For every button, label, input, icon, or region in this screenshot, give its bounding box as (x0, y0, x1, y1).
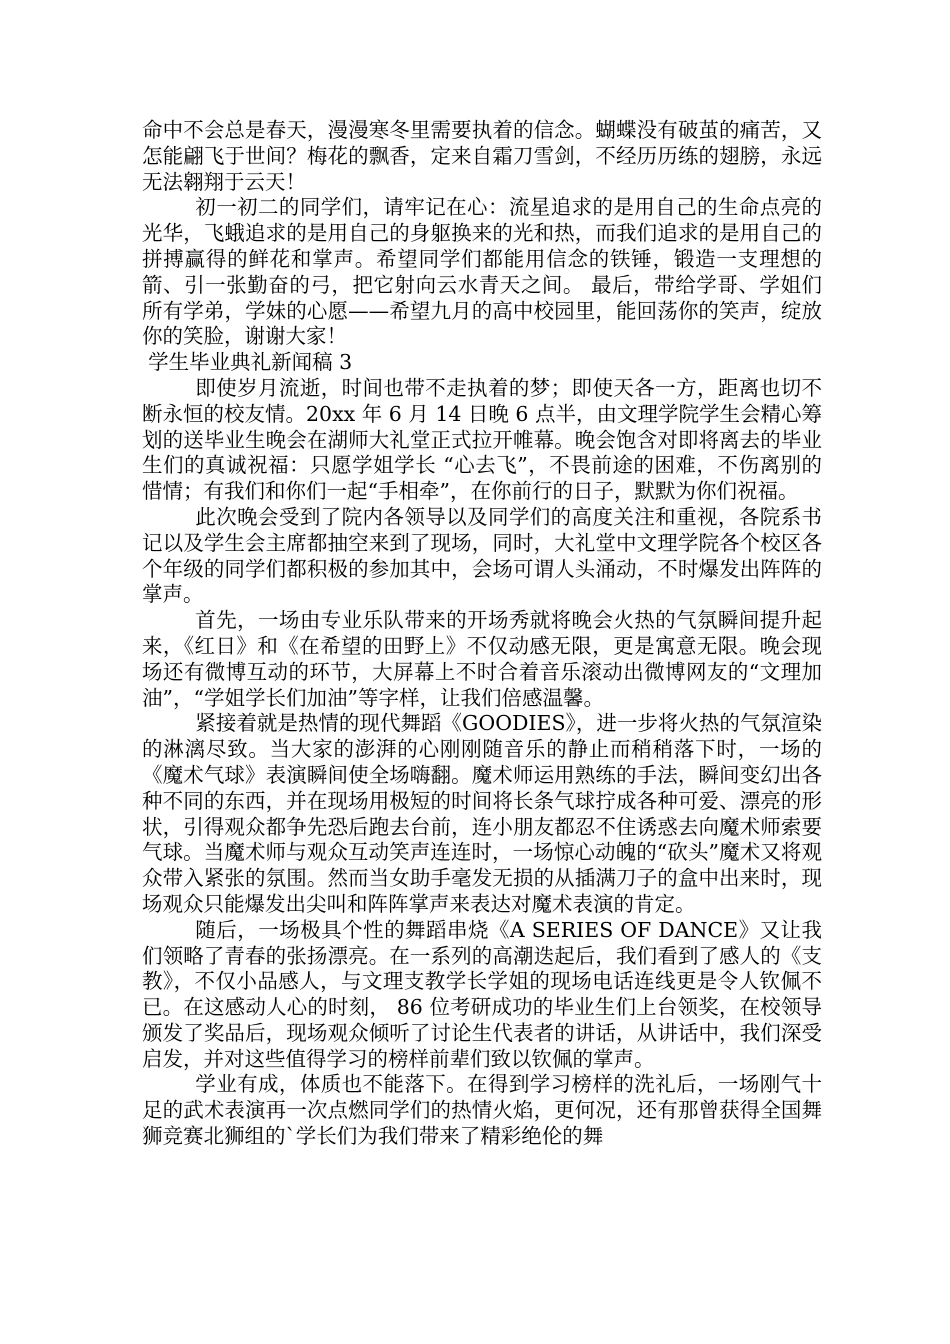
document-page (142, 118, 822, 1150)
paragraph-6: 紧接着就是热情的现代舞蹈《GOODIES》，进一步将火热的气氛渲染的淋漓尽致。当大家的澎湃的心刚刚随音乐的静止而稍稍落下时，一场的《魔术气球》表演瞬间使全场嗨翻。魔术师运用熟练的手法，瞬间变幻出各种不同的东西，并在现场用极短的时间将长条气球拧成各种可爱、漂亮的形状，引得观众都争先恐后跑去台前，连小朋友都忍不住诱惑去向魔术师索要气球。当魔术师与观众互动笑声连连时，一场惊心动魄的“砍头”魔术又将观众带入紧张的氛围。然而当女助手毫发无损的从插满刀子的盒中出来时，现场观众只能爆发出尖叫和阵阵掌声来表达对魔术表演的肯定。 (142, 711, 822, 916)
paragraph-8: 学业有成，体质也不能落下。在得到学习榜样的洗礼后，一场刚气十足的武术表演再一次点燃同学们的热情火焰，更何况，还有那曾获得全国舞狮竞赛北狮组的`学长们为我们带来了精彩绝伦的舞 (142, 1072, 822, 1149)
paragraph-1: 命中不会总是春天，漫漫寒冬里需要执着的信念。蝴蝶没有破茧的痛苦，又怎能翩飞于世间？梅花的飘香，定来自霜刀雪剑，不经历历练的翅膀，永远无法翱翔于云天！ (142, 118, 822, 194)
paragraph-4: 此次晚会受到了院内各领导以及同学们的高度关注和重视，各院系书记以及学生会主席都抽空来到了现场，同时，大礼堂中文理学院各个校区各个年级的同学们都积极的参加其中，会场可谓人头涌动，不时爆发出阵阵的掌声。 (142, 504, 822, 607)
paragraph-5: 首先，一场由专业乐队带来的开场秀就将晚会火热的气氛瞬间提升起来，《红日》和《在希望的田野上》不仅动感无限，更是寓意无限。晚会现场还有微博互动的环节，大屏幕上不时合着音乐滚动出微博网友的“文理加油”，“学姐学长们加油”等字样，让我们倍感温馨。 (142, 608, 822, 710)
paragraph-3: 即使岁月流逝，时间也带不走执着的梦；即使天各一方，距离也切不断永恒的校友情。20xx 年 6 月 14 日晚 6 点半，由文理学院学生会精心筹划的送毕业生晚会在湖师大礼堂正式拉开帷幕。晚会饱含对即将离去的毕业生们的真诚祝福：只愿学姐学长 “心去飞”，不畏前途的困难，不伤离别的惜情；有我们和你们一起“手相牵”，在你前行的日子，默默为你们祝福。 (142, 375, 822, 504)
paragraph-2: 初一初二的同学们，请牢记在心：流星追求的是用自己的生命点亮的光华，飞蛾追求的是用自己的身躯换来的光和热，而我们追求的是用自己的拼搏赢得的鲜花和掌声。希望同学们都能用信念的铁锤，锻造一支理想的箭、引一张勤奋的弓，把它射向云水青天之间。 最后，带给学哥、学姐们所有学弟，学妹的心愿——希望九月的高中校园里，能回荡你的笑声，绽放你的笑脸，谢谢大家！ (142, 195, 822, 349)
section-heading: 学生毕业典礼新闻稿 3 (148, 350, 353, 375)
paragraph-7: 随后，一场极具个性的舞蹈串烧《A SERIES OF DANCE》又让我们领略了青春的张扬漂亮。在一系列的高潮迭起后，我们看到了感人的《支教》，不仅小品感人，与文理支教学长学姐的现场电话连线更是令人钦佩不已。在这感动人心的时刻， 86 位考研成功的毕业生们上台领奖，在校领导颁发了奖品后，现场观众倾听了讨论生代表者的讲话，从讲话中，我们深受启发，并对这些值得学习的榜样前辈们致以钦佩的掌声。 (142, 917, 822, 1071)
